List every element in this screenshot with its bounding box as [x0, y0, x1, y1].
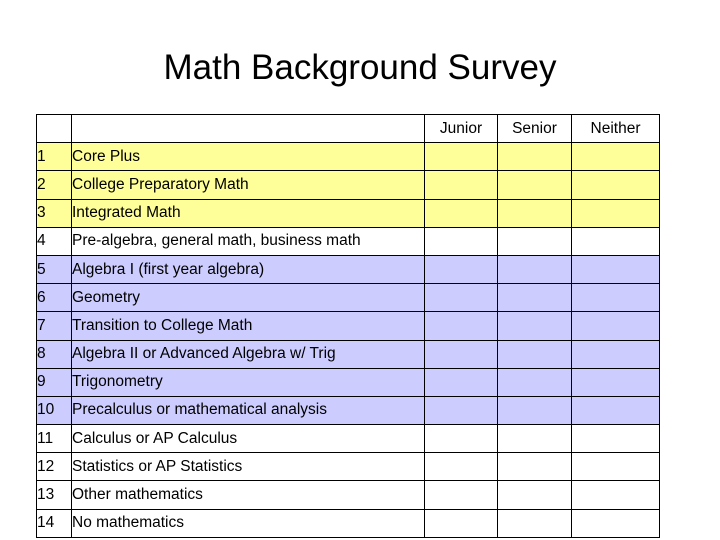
- header-course: [72, 115, 425, 143]
- neither-answer-cell[interactable]: [572, 340, 660, 368]
- neither-answer-cell[interactable]: [572, 481, 660, 509]
- header-neither: Neither: [572, 115, 660, 143]
- table-row: [37, 509, 660, 537]
- junior-answer-cell[interactable]: [425, 255, 498, 283]
- junior-answer-cell[interactable]: [425, 312, 498, 340]
- senior-answer-cell[interactable]: [498, 509, 572, 537]
- neither-answer-cell[interactable]: [572, 143, 660, 171]
- course-label: Geometry: [72, 284, 425, 312]
- senior-answer-cell[interactable]: [498, 143, 572, 171]
- table-row: [37, 255, 660, 283]
- senior-answer-cell[interactable]: [498, 425, 572, 453]
- table-row: [37, 199, 660, 227]
- table-row: [37, 171, 660, 199]
- neither-answer-cell[interactable]: [572, 227, 660, 255]
- neither-answer-cell[interactable]: [572, 453, 660, 481]
- junior-answer-cell[interactable]: [425, 227, 498, 255]
- junior-answer-cell[interactable]: [425, 368, 498, 396]
- junior-answer-cell[interactable]: [425, 396, 498, 424]
- junior-answer-cell[interactable]: [425, 509, 498, 537]
- header-number: [37, 115, 72, 143]
- neither-answer-cell[interactable]: [572, 284, 660, 312]
- senior-answer-cell[interactable]: [498, 368, 572, 396]
- table-row: [37, 340, 660, 368]
- course-label: Precalculus or mathematical analysis: [72, 396, 425, 424]
- senior-answer-cell[interactable]: [498, 481, 572, 509]
- row-number: 7: [37, 312, 72, 340]
- table-row: [37, 453, 660, 481]
- neither-answer-cell[interactable]: [572, 199, 660, 227]
- course-label: Other mathematics: [72, 481, 425, 509]
- course-label: Pre-algebra, general math, business math: [72, 227, 425, 255]
- row-number: 5: [37, 255, 72, 283]
- row-number: 8: [37, 340, 72, 368]
- neither-answer-cell[interactable]: [572, 396, 660, 424]
- course-label: Statistics or AP Statistics: [72, 453, 425, 481]
- row-number: 10: [37, 396, 72, 424]
- neither-answer-cell[interactable]: [572, 255, 660, 283]
- neither-answer-cell[interactable]: [572, 425, 660, 453]
- row-number: 2: [37, 171, 72, 199]
- survey-body: [37, 143, 660, 538]
- senior-answer-cell[interactable]: [498, 171, 572, 199]
- senior-answer-cell[interactable]: [498, 396, 572, 424]
- junior-answer-cell[interactable]: [425, 453, 498, 481]
- row-number: 12: [37, 453, 72, 481]
- neither-answer-cell[interactable]: [572, 312, 660, 340]
- junior-answer-cell[interactable]: [425, 199, 498, 227]
- row-number: 4: [37, 227, 72, 255]
- senior-answer-cell[interactable]: [498, 340, 572, 368]
- table-row: [37, 312, 660, 340]
- senior-answer-cell[interactable]: [498, 453, 572, 481]
- row-number: 9: [37, 368, 72, 396]
- row-number: 3: [37, 199, 72, 227]
- senior-answer-cell[interactable]: [498, 227, 572, 255]
- course-label: Calculus or AP Calculus: [72, 425, 425, 453]
- senior-answer-cell[interactable]: [498, 284, 572, 312]
- table-row: [37, 227, 660, 255]
- senior-answer-cell[interactable]: [498, 199, 572, 227]
- course-label: Integrated Math: [72, 199, 425, 227]
- page-title: Math Background Survey: [163, 48, 557, 87]
- course-label: Core Plus: [72, 143, 425, 171]
- header-row: [37, 115, 660, 143]
- table-row: [37, 143, 660, 171]
- course-label: Algebra I (first year algebra): [72, 255, 425, 283]
- neither-answer-cell[interactable]: [572, 171, 660, 199]
- course-label: Transition to College Math: [72, 312, 425, 340]
- table-row: [37, 368, 660, 396]
- junior-answer-cell[interactable]: [425, 425, 498, 453]
- row-number: 14: [37, 509, 72, 537]
- neither-answer-cell[interactable]: [572, 368, 660, 396]
- course-label: Trigonometry: [72, 368, 425, 396]
- junior-answer-cell[interactable]: [425, 284, 498, 312]
- table-row: [37, 284, 660, 312]
- table-row: [37, 425, 660, 453]
- table-row: [37, 481, 660, 509]
- table-row: [37, 396, 660, 424]
- senior-answer-cell[interactable]: [498, 312, 572, 340]
- junior-answer-cell[interactable]: [425, 143, 498, 171]
- course-label: Algebra II or Advanced Algebra w/ Trig: [72, 340, 425, 368]
- row-number: 6: [37, 284, 72, 312]
- senior-answer-cell[interactable]: [498, 255, 572, 283]
- row-number: 1: [37, 143, 72, 171]
- neither-answer-cell[interactable]: [572, 509, 660, 537]
- survey-table: [36, 114, 660, 538]
- junior-answer-cell[interactable]: [425, 340, 498, 368]
- junior-answer-cell[interactable]: [425, 171, 498, 199]
- row-number: 11: [37, 425, 72, 453]
- row-number: 13: [37, 481, 72, 509]
- header-senior: Senior: [498, 115, 572, 143]
- course-label: No mathematics: [72, 509, 425, 537]
- course-label: College Preparatory Math: [72, 171, 425, 199]
- junior-answer-cell[interactable]: [425, 481, 498, 509]
- header-junior: Junior: [425, 115, 498, 143]
